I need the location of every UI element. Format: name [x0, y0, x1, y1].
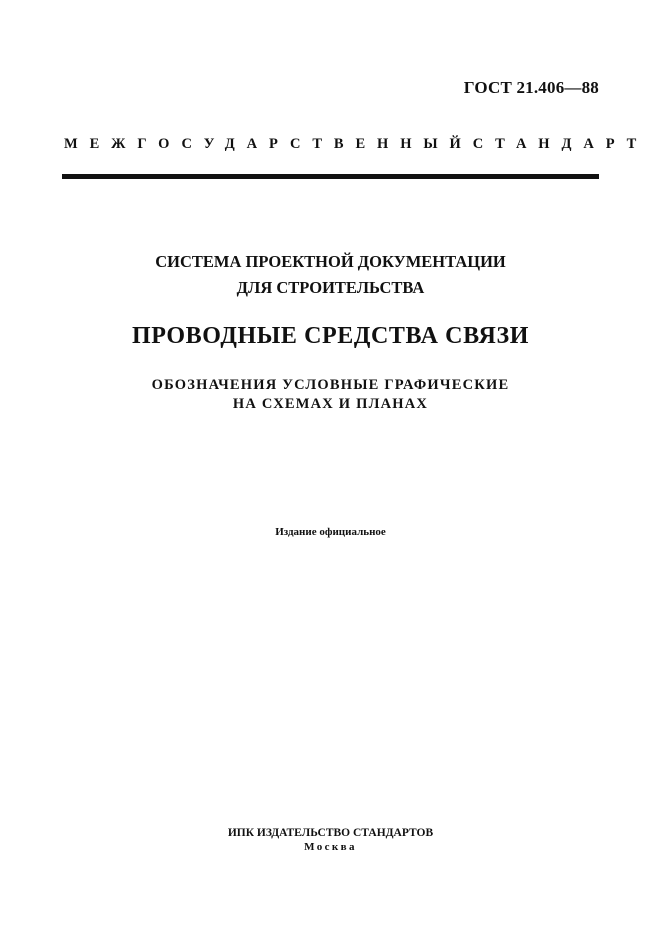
- subtitle-line-1: ОБОЗНАЧЕНИЯ УСЛОВНЫЕ ГРАФИЧЕСКИЕ: [151, 377, 510, 393]
- publisher: ИПК ИЗДАТЕЛЬСТВО СТАНДАРТОВ: [227, 827, 434, 839]
- standard-type-word-interstate: МЕЖГОСУДАРСТВЕННЫЙ: [64, 136, 473, 152]
- system-title: [0, 249, 661, 301]
- standard-type-heading: [64, 136, 649, 153]
- gost-number: ГОСТ 21.406—88: [463, 78, 599, 97]
- system-title-line-1: СИСТЕМА ПРОЕКТНОЙ ДОКУМЕНТАЦИИ: [155, 252, 506, 271]
- subtitle-line-2: НА СХЕМАХ И ПЛАНАХ: [232, 396, 429, 412]
- subtitle: [0, 376, 661, 414]
- main-title: ПРОВОДНЫЕ СРЕДСТВА СВЯЗИ: [132, 323, 529, 349]
- publication-city: Москва: [304, 841, 357, 853]
- header-rule: [62, 174, 599, 179]
- edition-note: Издание официальное: [275, 526, 386, 538]
- standard-type-word-standard: СТАНДАРТ: [472, 136, 649, 152]
- system-title-line-2: ДЛЯ СТРОИТЕЛЬСТВА: [236, 278, 425, 297]
